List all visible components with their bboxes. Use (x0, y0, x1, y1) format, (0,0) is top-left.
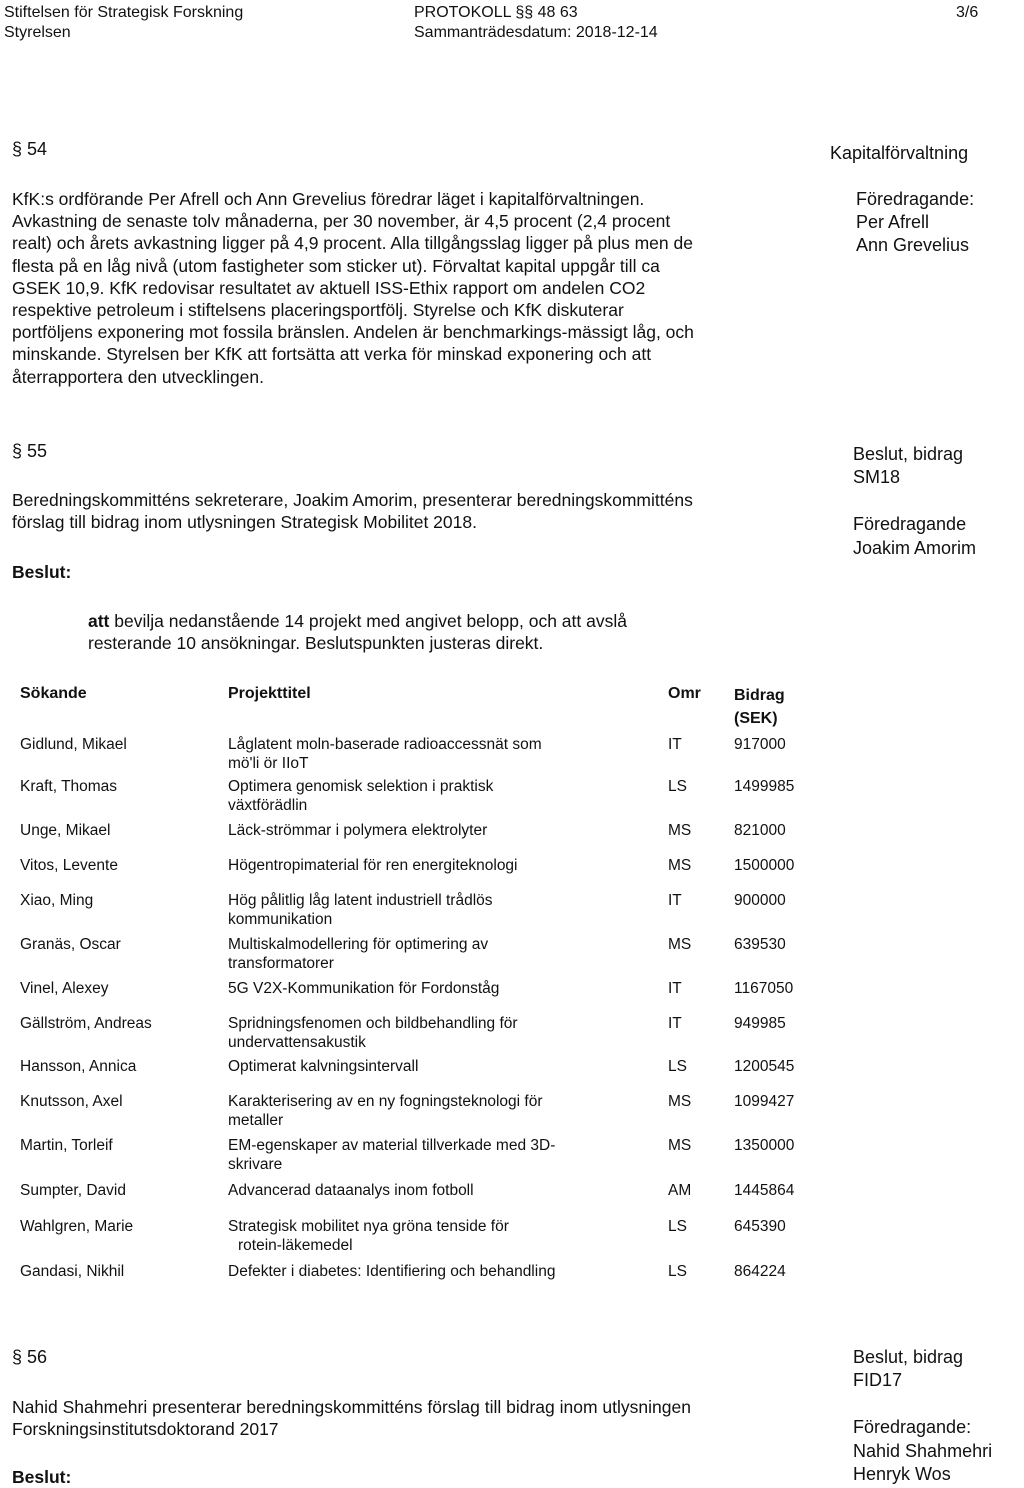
applicant-cell: Vitos, Levente (20, 857, 118, 874)
area-cell: LS (668, 1218, 687, 1235)
applicant-cell: Granäs, Oscar (20, 936, 121, 953)
section-54-presenter: Ann Grevelius (856, 235, 970, 255)
body-line: förslag till bidrag inom utlysningen Strategisk Mobilitet 2018. (12, 512, 477, 533)
section-55-number: § 55 (12, 441, 48, 461)
area-cell: LS (668, 1058, 687, 1075)
column-header: Bidrag (SEK) (734, 687, 785, 727)
title-cell: Hög pålitlig låg latent industriell trådlös kommunikation (228, 892, 493, 928)
section-56-topic: Beslut, bidrag (853, 1347, 964, 1367)
body-line: realt) och årets avkastning ligger på 4,9 procent. Alla tillgångsslag ligger på plus men de (12, 233, 693, 254)
area-cell: LS (668, 778, 687, 795)
applicant-cell: Unge, Mikael (20, 822, 111, 839)
section-54-body (12, 188, 822, 388)
amount-cell: 821000 (734, 822, 786, 839)
header-meeting-date: Sammanträdesdatum: 2018-12-14 (414, 24, 658, 41)
area-cell: MS (668, 1093, 692, 1110)
area-cell: IT (668, 1015, 682, 1032)
decision-line: bevilja nedanstående 14 projekt med angivet belopp, och att avslå (109, 611, 627, 631)
applicant-cell: Hansson, Annica (20, 1058, 137, 1075)
body-line: GSEK 10,9. KfK redovisar resultatet av aktuell ISS-Ethix rapport om andelen CO2 (12, 277, 646, 298)
section-56-presenter: Henryk Wos (853, 1464, 951, 1484)
amount-cell: 1350000 (734, 1137, 795, 1154)
area-cell: IT (668, 736, 682, 753)
section-54-presenter-label: Föredragande: (856, 189, 975, 209)
applicant-cell: Knutsson, Axel (20, 1093, 123, 1110)
amount-cell: 900000 (734, 892, 786, 909)
title-cell: Låglatent moln-baserade radioaccessnät som mö'li ör IIoT (228, 736, 542, 772)
body-line: respektive petroleum i stiftelsens placeringsportfölj. Styrelse och KfK diskuterar (12, 300, 624, 321)
amount-cell: 645390 (734, 1218, 786, 1235)
decision-text (88, 610, 788, 654)
column-header: Omr (668, 685, 701, 702)
title-cell: Advancerad dataanalys inom fotboll (228, 1182, 474, 1199)
title-cell: Optimerat kalvningsintervall (228, 1058, 419, 1075)
amount-cell: 864224 (734, 1263, 786, 1280)
applicant-cell: Gidlund, Mikael (20, 736, 127, 753)
body-line: flesta på en låg nivå (utom fastigheter som sticker ut). Förvaltat kapital uppgår till ca (12, 255, 660, 276)
amount-cell: 949985 (734, 1015, 786, 1032)
section-56-topic-code: FID17 (853, 1370, 903, 1390)
amount-cell: 1500000 (734, 857, 795, 874)
section-55-body (12, 489, 832, 533)
section-54-presenter: Per Afrell (856, 212, 930, 232)
applicant-cell: Wahlgren, Marie (20, 1218, 134, 1235)
body-line: portföljens exponering mot fossila bränslen. Andelen är benchmarkings-mässigt låg, och (12, 322, 694, 343)
column-header: Projekttitel (228, 685, 311, 702)
body-line: återrapportera den utvecklingen. (12, 366, 264, 387)
title-cell: Läck-strömmar i polymera elektrolyter (228, 822, 488, 839)
header-board: Styrelsen (4, 24, 71, 41)
applicant-cell: Martin, Torleif (20, 1137, 113, 1154)
body-line: minskande. Styrelsen ber KfK att fortsätta att verka för minskad exponering och att (12, 344, 652, 365)
area-cell: MS (668, 822, 692, 839)
area-cell: IT (668, 980, 682, 997)
title-cell: EM-egenskaper av material tillverkade med 3D- skrivare (228, 1137, 556, 1173)
amount-cell: 917000 (734, 736, 786, 753)
header-protocol: PROTOKOLL §§ 48 63 (414, 4, 578, 21)
section-56-number: § 56 (12, 1347, 48, 1367)
section-56-presenter: Nahid Shahmehri (853, 1441, 993, 1461)
title-cell: Defekter i diabetes: Identifiering och behandling (228, 1263, 556, 1280)
section-55-topic: Beslut, bidrag (853, 444, 964, 464)
body-line: KfK:s ordförande Per Afrell och Ann Grevelius föredrar läget i kapitalförvaltningen. (12, 189, 645, 209)
area-cell: MS (668, 857, 692, 874)
decision-label: Beslut: (12, 562, 72, 582)
amount-cell: 1099427 (734, 1093, 795, 1110)
amount-cell: 639530 (734, 936, 786, 953)
column-header: Sökande (20, 685, 87, 702)
applicant-cell: Sumpter, David (20, 1182, 126, 1199)
body-line: Forskningsinstitutsdoktorand 2017 (12, 1419, 279, 1440)
applicant-cell: Xiao, Ming (20, 892, 94, 909)
decision-line: resterande 10 ansökningar. Beslutspunkten justeras direkt. (88, 633, 544, 654)
area-cell: AM (668, 1182, 692, 1199)
title-cell: Multiskalmodellering för optimering av transformatorer (228, 936, 489, 972)
applicant-cell: Vinel, Alexey (20, 980, 109, 997)
amount-cell: 1200545 (734, 1058, 795, 1075)
title-cell: Optimera genomisk selektion i praktisk växtförädlin (228, 778, 494, 814)
body-line: Nahid Shahmehri presenterar beredningskommitténs förslag till bidrag inom utlysningen (12, 1397, 691, 1417)
area-cell: LS (668, 1263, 687, 1280)
area-cell: MS (668, 1137, 692, 1154)
section-54-number: § 54 (12, 139, 48, 159)
section-54-topic: Kapitalförvaltning (830, 143, 969, 163)
applicant-cell: Kraft, Thomas (20, 778, 118, 795)
header-page-number: 3/6 (956, 4, 979, 21)
body-line: Beredningskommitténs sekreterare, Joakim Amorim, presenterar beredningskommitténs (12, 490, 693, 510)
section-56-body (12, 1396, 832, 1440)
applicant-cell: Gandasi, Nikhil (20, 1263, 125, 1280)
amount-cell: 1167050 (734, 980, 794, 997)
title-cell: Högentropimaterial för ren energiteknologi (228, 857, 518, 874)
body-line: Avkastning de senaste tolv månaderna, per 30 november, är 4,5 procent (2,4 procent (12, 211, 671, 232)
header-org: Stiftelsen för Strategisk Forskning (4, 4, 244, 21)
amount-cell: 1499985 (734, 778, 795, 795)
decision-label: Beslut: (12, 1467, 72, 1487)
title-cell: Spridningsfenomen och bildbehandling för undervattensakustik (228, 1015, 518, 1051)
section-55-presenter: Joakim Amorim (853, 538, 977, 558)
applicant-cell: Gällström, Andreas (20, 1015, 152, 1032)
area-cell: MS (668, 936, 692, 953)
amount-cell: 1445864 (734, 1182, 795, 1199)
section-56-presenter-label: Föredragande: (853, 1417, 972, 1437)
decision-att: att (88, 611, 110, 631)
section-55-topic-code: SM18 (853, 467, 901, 487)
title-cell: Karakterisering av en ny fogningsteknologi för metaller (228, 1093, 543, 1129)
area-cell: IT (668, 892, 682, 909)
section-55-presenter-label: Föredragande (853, 514, 967, 534)
title-cell: 5G V2X-Kommunikation för Fordonståg (228, 980, 500, 997)
title-cell: Strategisk mobilitet nya gröna tenside för rotein-läkemedel (228, 1218, 509, 1254)
